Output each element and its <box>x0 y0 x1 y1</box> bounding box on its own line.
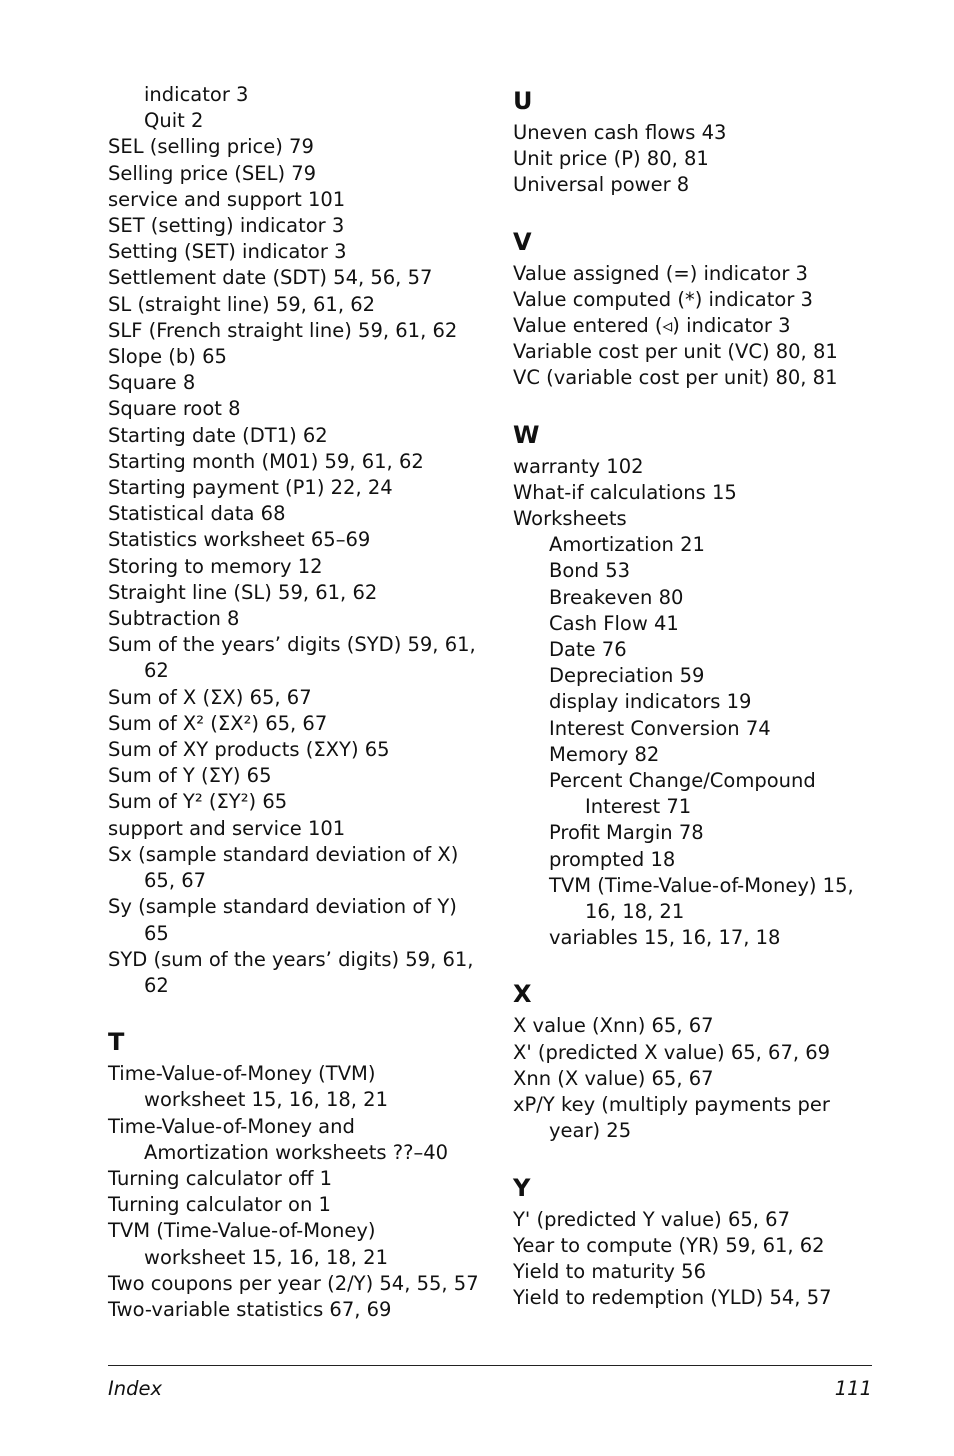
index-subentry <box>513 663 893 689</box>
entry-line: Turning calculator on 1 <box>108 1193 331 1217</box>
index-entry <box>513 1066 893 1092</box>
entry-line: Yield to redemption (YLD) 54, 57 <box>513 1286 832 1310</box>
entry-line: Subtraction 8 <box>108 607 240 631</box>
entry-line: Sum of Y (ΣY) 65 <box>108 764 272 788</box>
index-entry <box>108 894 488 946</box>
index-entry <box>108 239 488 265</box>
entry-line: Uneven cash flows 43 <box>513 121 727 144</box>
entry-line: Universal power 8 <box>513 173 690 197</box>
index-subentry <box>513 820 893 846</box>
index-entry <box>108 816 488 842</box>
entry-line: SLF (French straight line) 59, 61, 62 <box>108 318 458 342</box>
index-column-right <box>513 82 893 1311</box>
index-subentry <box>108 108 488 134</box>
entry-line: Sum of XY products (ΣXY) 65 <box>108 738 390 762</box>
entry-line: Value computed (*) indicator 3 <box>513 287 813 311</box>
entry-line: Straight line (SL) 59, 61, 62 <box>108 580 378 604</box>
entry-continuation-line: Interest 71 <box>585 795 692 819</box>
index-entry <box>108 1218 488 1270</box>
entry-line: Time-Value-of-Money (TVM) <box>108 1062 376 1086</box>
index-subentry <box>513 768 893 820</box>
section-letter-heading: V <box>513 227 532 256</box>
entry-line: Turning calculator off 1 <box>108 1166 332 1190</box>
index-entry <box>108 527 488 553</box>
index-entry <box>108 1192 488 1218</box>
section-gap <box>513 199 893 223</box>
section-gap <box>513 1145 893 1169</box>
index-entry <box>108 947 488 999</box>
index-entry <box>513 172 893 198</box>
entry-line: Sx (sample standard deviation of X) <box>108 842 459 866</box>
index-entry <box>108 213 488 239</box>
index-entry <box>108 1166 488 1192</box>
entry-line: Yield to maturity 56 <box>513 1259 706 1283</box>
entry-line: X value (Xnn) 65, 67 <box>513 1014 714 1038</box>
index-entry <box>108 449 488 475</box>
entry-continuation-line: worksheet 15, 16, 18, 21 <box>144 1245 388 1269</box>
index-entry <box>513 120 893 146</box>
entry-line: Sum of X² (ΣX²) 65, 67 <box>108 711 328 735</box>
entry-line: Time-Value-of-Money and <box>108 1114 355 1138</box>
index-subentry <box>513 873 893 925</box>
entry-line: What-if calculations 15 <box>513 480 737 504</box>
index-column-left <box>108 82 488 1323</box>
index-subentry <box>513 847 893 873</box>
entry-continuation-line: worksheet 15, 16, 18, 21 <box>144 1088 388 1112</box>
entry-continuation-line: 65, 67 <box>144 869 207 893</box>
section-letter-heading: T <box>108 1028 125 1057</box>
entry-line: Statistics worksheet 65–69 <box>108 528 371 552</box>
footer-page-number: 111 <box>834 1377 872 1400</box>
entry-continuation-line: 65 <box>144 921 169 945</box>
index-entry <box>108 134 488 160</box>
entry-line: Quit 2 <box>144 109 204 133</box>
index-entry <box>108 685 488 711</box>
entry-line: Interest Conversion 74 <box>549 716 771 740</box>
entry-continuation-line: year) 25 <box>549 1119 632 1143</box>
index-entry <box>513 1092 893 1144</box>
index-entry <box>513 506 893 532</box>
index-subentry <box>108 82 488 108</box>
index-entry <box>108 711 488 737</box>
entry-line: Sy (sample standard deviation of Y) <box>108 895 457 919</box>
index-entry <box>108 606 488 632</box>
entry-continuation-line: Amortization worksheets ??–40 <box>144 1140 449 1164</box>
index-subentry <box>513 611 893 637</box>
index-entry <box>108 842 488 894</box>
entry-line: warranty 102 <box>513 454 644 478</box>
entry-line: Year to compute (YR) 59, 61, 62 <box>513 1233 825 1257</box>
entry-line: Worksheets <box>513 507 627 531</box>
entry-continuation-line: 62 <box>144 973 169 997</box>
entry-line: Square 8 <box>108 371 196 395</box>
index-entry <box>108 501 488 527</box>
index-entry <box>108 554 488 580</box>
index-entry <box>108 265 488 291</box>
entry-line: Xnn (X value) 65, 67 <box>513 1066 714 1090</box>
entry-continuation-line: 16, 18, 21 <box>585 900 685 924</box>
index-subentry <box>513 925 893 951</box>
index-entry <box>108 475 488 501</box>
section-gap <box>513 392 893 416</box>
section-letter-heading: W <box>513 420 540 449</box>
index-entry <box>513 1259 893 1285</box>
index-entry <box>513 146 893 172</box>
index-entry <box>513 480 893 506</box>
entry-line: Breakeven 80 <box>549 585 684 609</box>
entry-line: prompted 18 <box>549 847 676 871</box>
index-entry <box>513 339 893 365</box>
entry-line: Two-variable statistics 67, 69 <box>108 1297 392 1321</box>
entry-line: support and service 101 <box>108 816 346 840</box>
entry-line: TVM (Time-Value-of-Money) 15, <box>549 873 854 897</box>
entry-line: Value entered (◃) indicator 3 <box>513 314 791 338</box>
index-entry <box>513 1013 893 1039</box>
index-entry <box>108 632 488 684</box>
entry-line: Value assigned (=) indicator 3 <box>513 261 808 285</box>
entry-line: service and support 101 <box>108 187 346 211</box>
index-entry <box>108 737 488 763</box>
index-subentry <box>513 742 893 768</box>
entry-continuation-line: 62 <box>144 659 169 683</box>
entry-line: Statistical data 68 <box>108 502 286 526</box>
entry-line: TVM (Time-Value-of-Money) <box>108 1219 376 1243</box>
index-entry <box>513 454 893 480</box>
index-subentry <box>513 716 893 742</box>
section-letter-heading: U <box>513 87 533 115</box>
entry-line: Sum of X (ΣX) 65, 67 <box>108 685 312 709</box>
index-entry <box>513 1040 893 1066</box>
index-entry <box>513 1233 893 1259</box>
entry-line: Unit price (P) 80, 81 <box>513 147 709 171</box>
index-entry <box>108 1271 488 1297</box>
index-entry <box>108 1114 488 1166</box>
entry-line: Amortization 21 <box>549 533 705 557</box>
entry-line: Date 76 <box>549 638 627 662</box>
entry-line: Settlement date (SDT) 54, 56, 57 <box>108 266 433 290</box>
footer-divider <box>108 1365 872 1366</box>
entry-line: Starting month (M01) 59, 61, 62 <box>108 449 424 473</box>
section-letter-heading: Y <box>513 1173 531 1202</box>
index-entry <box>513 261 893 287</box>
entry-line: variables 15, 16, 17, 18 <box>549 926 781 950</box>
index-subentry <box>513 558 893 584</box>
entry-line: display indicators 19 <box>549 690 752 714</box>
entry-line: Bond 53 <box>549 559 631 583</box>
index-entry <box>108 580 488 606</box>
entry-line: VC (variable cost per unit) 80, 81 <box>513 366 838 390</box>
index-subentry <box>513 637 893 663</box>
index-entry <box>513 313 893 339</box>
index-subentry <box>513 585 893 611</box>
index-entry <box>513 287 893 313</box>
entry-line: Selling price (SEL) 79 <box>108 161 317 185</box>
entry-line: Setting (SET) indicator 3 <box>108 240 347 264</box>
index-entry <box>108 344 488 370</box>
entry-line: Memory 82 <box>549 742 660 766</box>
entry-line: SL (straight line) 59, 61, 62 <box>108 292 376 316</box>
section-gap <box>513 951 893 975</box>
index-entry <box>108 763 488 789</box>
entry-line: SEL (selling price) 79 <box>108 135 314 159</box>
entry-line: Y' (predicted Y value) 65, 67 <box>513 1207 790 1231</box>
entry-line: Square root 8 <box>108 397 241 421</box>
entry-line: Two coupons per year (2/Y) 54, 55, 57 <box>108 1271 479 1295</box>
index-entry <box>513 1285 893 1311</box>
index-entry <box>108 1297 488 1323</box>
entry-line: Starting payment (P1) 22, 24 <box>108 476 393 500</box>
entry-line: Slope (b) 65 <box>108 345 227 369</box>
entry-line: X' (predicted X value) 65, 67, 69 <box>513 1040 831 1064</box>
index-entry <box>108 396 488 422</box>
index-entry <box>108 1061 488 1113</box>
section-letter-heading: X <box>513 980 532 1009</box>
index-entry <box>513 1207 893 1233</box>
index-entry <box>108 789 488 815</box>
entry-line: SET (setting) indicator 3 <box>108 214 345 238</box>
footer-section-title: Index <box>108 1377 163 1400</box>
index-entry <box>108 318 488 344</box>
entry-line: Sum of the years’ digits (SYD) 59, 61, <box>108 633 476 657</box>
index-entry <box>108 187 488 213</box>
entry-line: Profit Margin 78 <box>549 821 704 845</box>
index-entry <box>108 161 488 187</box>
entry-line: indicator 3 <box>144 83 249 106</box>
index-entry <box>513 365 893 391</box>
entry-line: xP/Y key (multiply payments per <box>513 1093 830 1117</box>
entry-line: Starting date (DT1) 62 <box>108 423 328 447</box>
section-gap <box>108 999 488 1023</box>
entry-line: Sum of Y² (ΣY²) 65 <box>108 790 288 814</box>
entry-line: SYD (sum of the years’ digits) 59, 61, <box>108 947 474 971</box>
entry-line: Percent Change/Compound <box>549 769 816 793</box>
index-subentry <box>513 532 893 558</box>
index-subentry <box>513 689 893 715</box>
entry-line: Depreciation 59 <box>549 664 705 688</box>
entry-line: Storing to memory 12 <box>108 554 323 578</box>
index-entry <box>108 370 488 396</box>
entry-line: Variable cost per unit (VC) 80, 81 <box>513 340 838 364</box>
index-entry <box>108 423 488 449</box>
index-entry <box>108 292 488 318</box>
entry-line: Cash Flow 41 <box>549 611 679 635</box>
